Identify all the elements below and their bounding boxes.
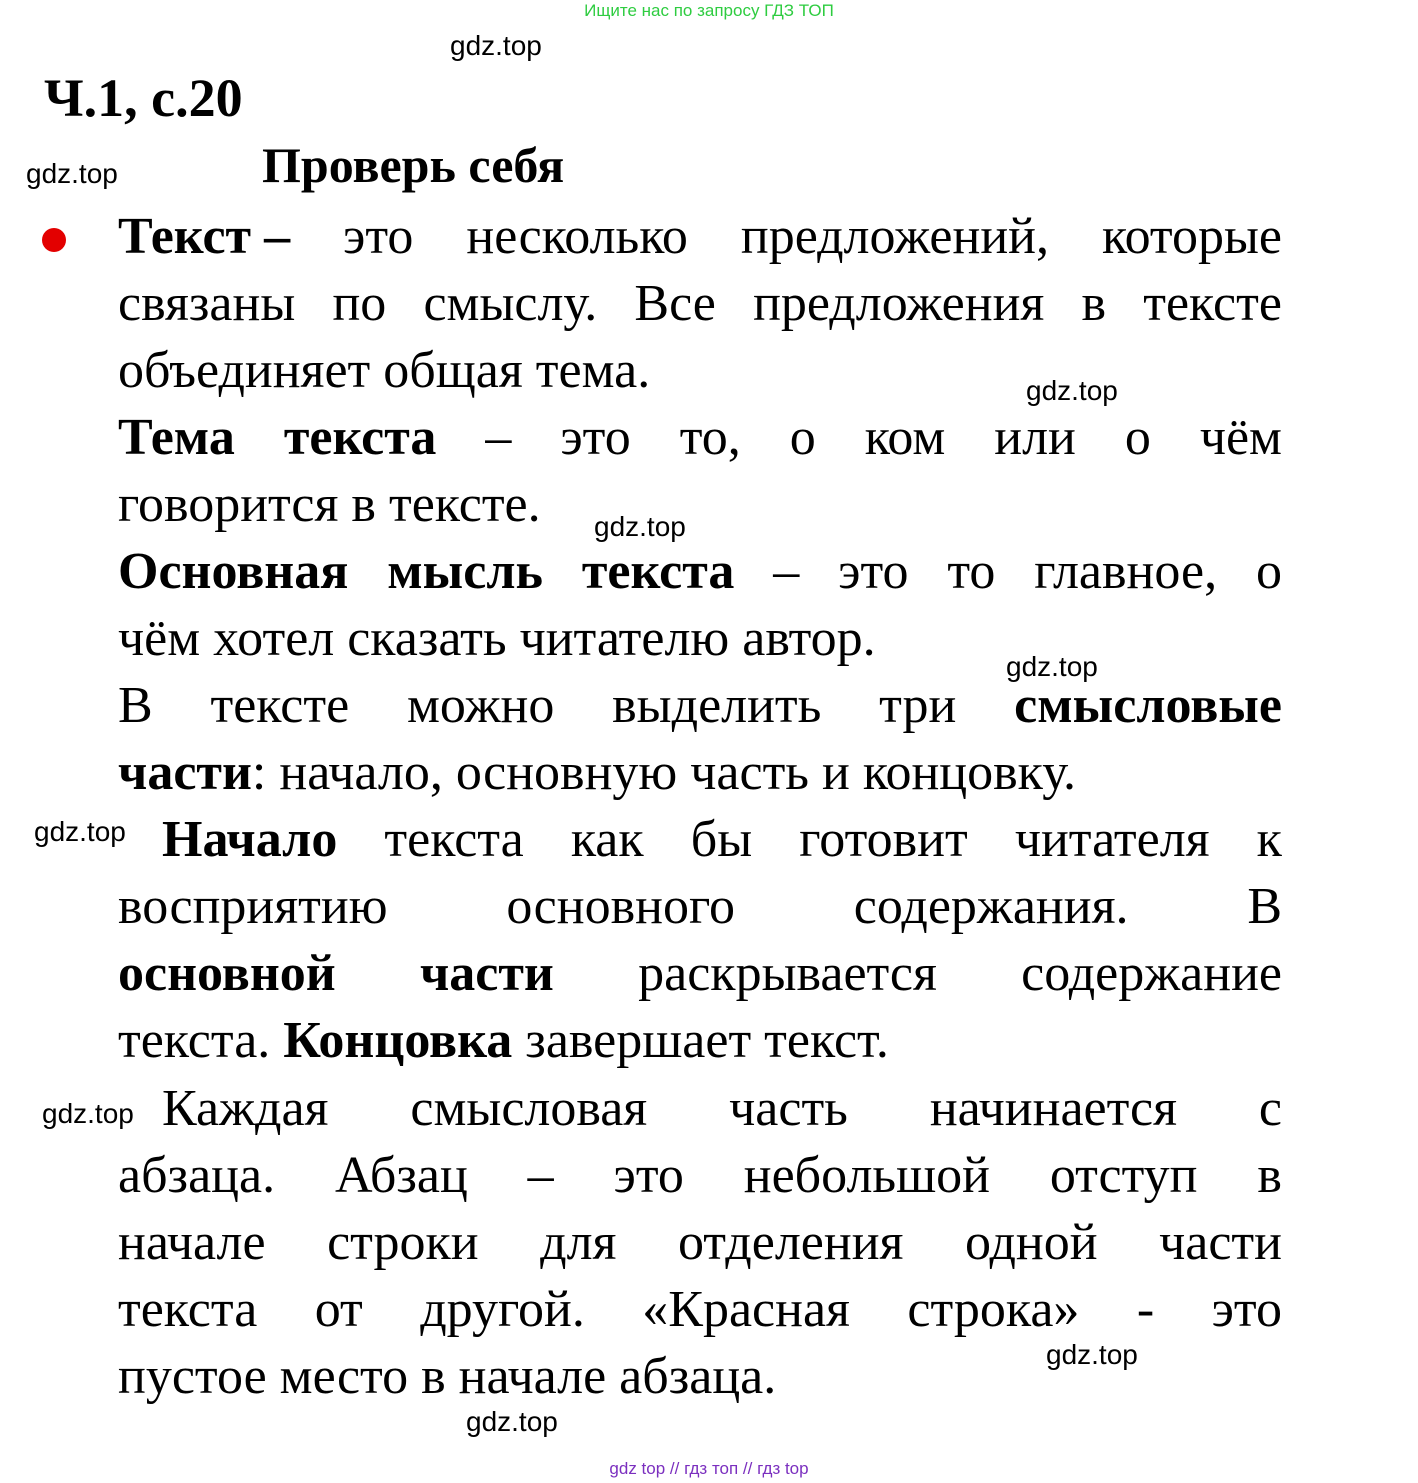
watermark: gdz.top xyxy=(450,30,542,61)
word: В xyxy=(118,677,153,734)
term-word: Основная xyxy=(118,543,349,600)
word: раскрывается xyxy=(638,945,937,1002)
text-line-8 xyxy=(118,672,1282,739)
word: небольшой xyxy=(743,1147,990,1204)
word: которые xyxy=(1101,208,1282,265)
word: это xyxy=(838,543,909,600)
word: тексте xyxy=(1143,275,1282,332)
word: как xyxy=(570,811,644,868)
text-line-2 xyxy=(118,270,1282,337)
word: – xyxy=(527,1147,554,1204)
text-fragment: завершает текст. xyxy=(525,1012,889,1069)
term-word: текста xyxy=(283,409,437,466)
term-word: мысль xyxy=(387,543,544,600)
word: содержание xyxy=(1021,945,1282,1002)
word: В xyxy=(1247,878,1282,935)
watermark: gdz.top xyxy=(42,1098,134,1129)
word: по xyxy=(332,275,387,332)
term-word: текста xyxy=(581,543,735,600)
word: в xyxy=(1081,275,1107,332)
word: несколько xyxy=(466,208,688,265)
watermark: gdz.top xyxy=(1046,1339,1138,1370)
red-dot-icon xyxy=(42,228,66,252)
watermark: gdz.top xyxy=(466,1406,558,1437)
page-heading: Ч.1, с.20 xyxy=(44,68,243,128)
word: или xyxy=(994,409,1076,466)
word: главное, xyxy=(1034,543,1218,600)
term-word: основной xyxy=(118,945,336,1002)
word: три xyxy=(879,677,957,734)
word: то xyxy=(947,543,996,600)
word: с xyxy=(1258,1080,1282,1137)
term-word: части xyxy=(419,945,554,1002)
text-line-9 xyxy=(118,739,1282,806)
section-title: Проверь себя xyxy=(262,137,565,193)
term-word: Тема xyxy=(118,409,235,466)
term-word: части xyxy=(118,744,252,801)
text-line-11 xyxy=(118,873,1282,940)
word: предложения xyxy=(753,275,1045,332)
word: строка» xyxy=(907,1281,1080,1338)
text-line-1 xyxy=(118,203,1282,270)
text-line-14 xyxy=(162,1075,1282,1142)
watermark: gdz.top xyxy=(34,816,126,847)
word: читателя xyxy=(1014,811,1210,868)
word: о xyxy=(1124,409,1151,466)
text-line-15 xyxy=(118,1142,1282,1209)
word: восприятию xyxy=(118,878,388,935)
word: в xyxy=(1257,1147,1282,1204)
word: для xyxy=(540,1214,617,1271)
word: абзаца. xyxy=(118,1147,276,1204)
word: содержания. xyxy=(853,878,1129,935)
word: о xyxy=(1255,543,1282,600)
word: Все xyxy=(634,275,716,332)
word: - xyxy=(1136,1281,1155,1338)
text-line-3: объединяет общая тема. xyxy=(118,342,651,399)
text-fragment: : начало, основную часть и концовку. xyxy=(251,744,1076,801)
word: смысловая xyxy=(410,1080,648,1137)
term-word: Начало xyxy=(162,811,338,868)
word: чём xyxy=(1199,409,1282,466)
word: можно xyxy=(406,677,555,734)
word: Каждая xyxy=(162,1080,329,1137)
word: то, xyxy=(679,409,741,466)
word: к xyxy=(1256,811,1282,868)
word: другой. xyxy=(420,1281,585,1338)
text-line-16 xyxy=(118,1209,1282,1276)
word: выделить xyxy=(612,677,822,734)
word: отделения xyxy=(677,1214,904,1271)
word: – xyxy=(485,409,512,466)
word: текста xyxy=(384,811,524,868)
text-line-12 xyxy=(118,940,1282,1007)
word: тексте xyxy=(210,677,350,734)
word: одной xyxy=(964,1214,1098,1271)
word: текста xyxy=(118,1281,258,1338)
word: строки xyxy=(327,1214,479,1271)
text-line-5: говорится в тексте. xyxy=(118,476,541,533)
word: это xyxy=(343,208,414,265)
text-fragment: текста. xyxy=(118,1012,271,1069)
text-line-10 xyxy=(162,806,1282,873)
word: начинается xyxy=(929,1080,1177,1137)
word: отступ xyxy=(1049,1147,1198,1204)
word: это xyxy=(1211,1281,1282,1338)
text-line-4 xyxy=(118,404,1282,471)
word: – xyxy=(773,543,800,600)
word: «Красная xyxy=(642,1281,850,1338)
word: основного xyxy=(506,878,735,935)
term-word: Концовка xyxy=(283,1012,513,1069)
word: о xyxy=(789,409,816,466)
text-line-6 xyxy=(118,538,1282,605)
word: связаны xyxy=(118,275,296,332)
word: смыслу. xyxy=(423,275,598,332)
watermark: gdz.top xyxy=(26,158,118,189)
word: начале xyxy=(118,1214,266,1271)
word: ком xyxy=(864,409,946,466)
word: части xyxy=(1159,1214,1282,1271)
watermark: gdz.top xyxy=(1026,375,1118,406)
word: от xyxy=(314,1281,363,1338)
word: часть xyxy=(729,1080,848,1137)
footer-watermark: gdz top // гдз топ // гдз top xyxy=(609,1459,809,1478)
term-text: Текст – xyxy=(118,208,291,265)
watermark: gdz.top xyxy=(1006,651,1098,682)
text-line-13 xyxy=(118,1007,1282,1074)
text-line-18: пустое место в начале абзаца. xyxy=(118,1348,777,1405)
word: это xyxy=(613,1147,684,1204)
word: это xyxy=(560,409,631,466)
text-line-7: чём хотел сказать читателю автор. xyxy=(118,610,876,667)
term-word: смысловые xyxy=(1014,677,1282,734)
word: предложений, xyxy=(740,208,1049,265)
top-banner: Ищите нас по запросу ГДЗ ТОП xyxy=(584,1,834,20)
word: готовит xyxy=(799,811,968,868)
word: бы xyxy=(690,811,753,868)
word: Абзац xyxy=(334,1147,468,1204)
text-line-17 xyxy=(118,1276,1282,1343)
watermark: gdz.top xyxy=(594,511,686,542)
